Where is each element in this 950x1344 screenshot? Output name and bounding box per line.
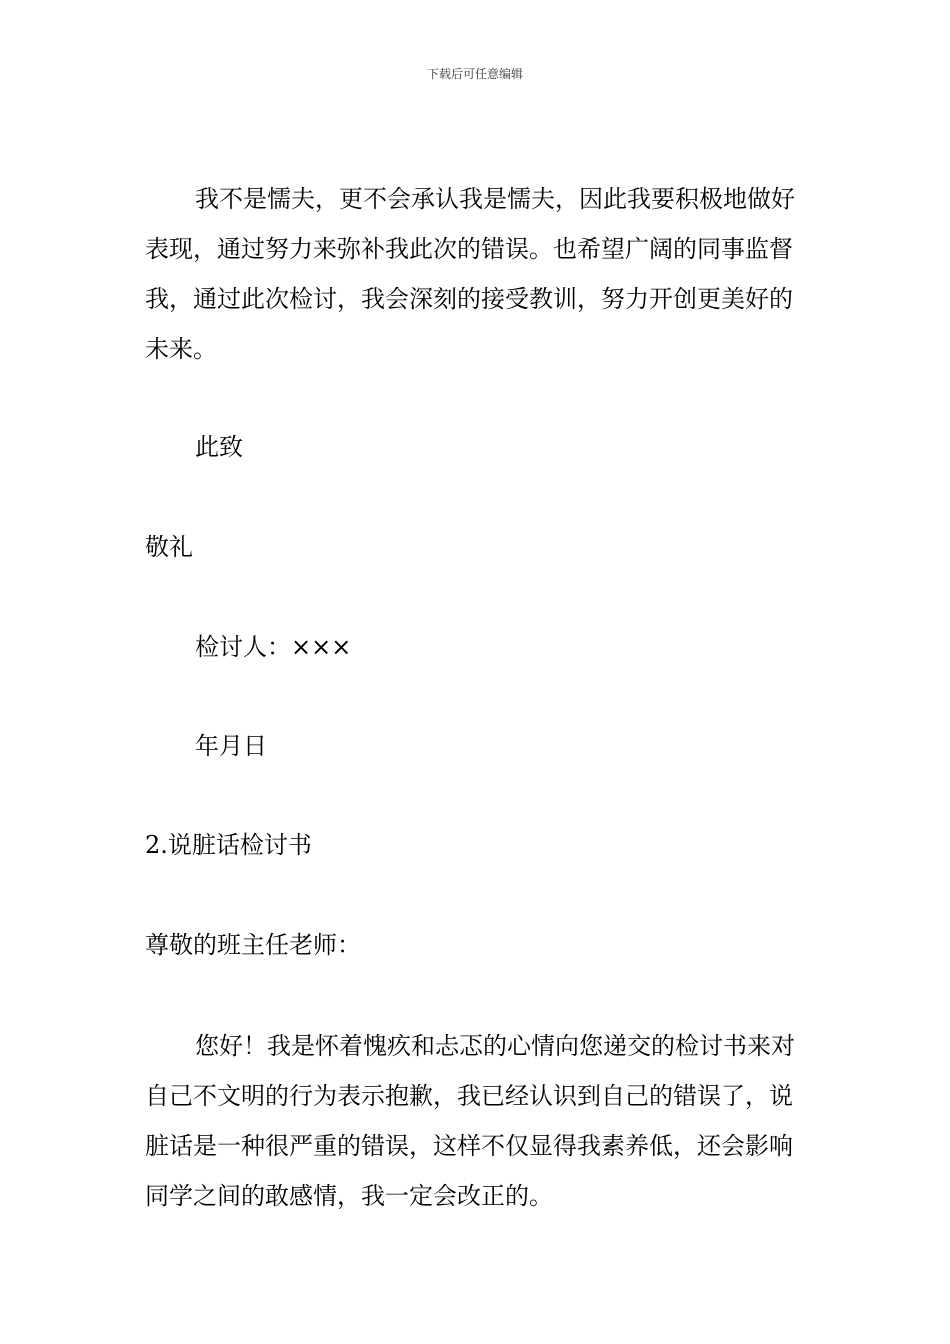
closing-regards: 此致 [195, 433, 243, 461]
salutation: 尊敬的班主任老师： [145, 931, 361, 959]
header-note: 下载后可任意编辑 [426, 67, 523, 81]
paragraph-resolution: 我不是懦夫，更不会承认我是懦夫，因此我要积极地做好表现，通过努力来弥补我此次的错误。也希望广阔的同事监督我，通过此次检讨，我会深刻的接受教训，努力开创更美好的未来。 [145, 185, 795, 363]
closing-salute: 敬礼 [145, 533, 193, 561]
paragraph-apology: 您好！我是怀着愧疚和忐忑的心情向您递交的检讨书来对自己不文明的行为表示抱歉，我已经认识到自己的错误了，说脏话是一种很严重的错误，这样不仅显得我素养低，还会影响同学之间的敢感情，我一定会改正的。 [145, 1032, 795, 1210]
section-title: 2.说脏话检讨书 [145, 831, 312, 859]
date-line: 年月日 [195, 732, 267, 760]
signature-line: 检讨人：××× [195, 633, 352, 661]
